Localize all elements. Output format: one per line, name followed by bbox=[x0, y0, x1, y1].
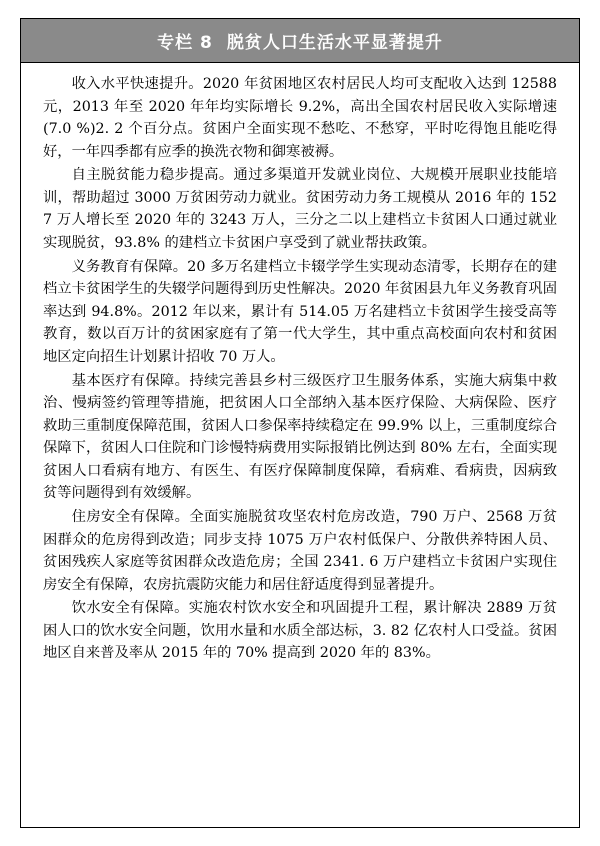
feature-box bbox=[20, 18, 580, 828]
paragraph-drinking-water: 饮水安全有保障。实施农村饮水安全和巩固提升工程，累计解决 2889 万贫困人口的饮水安全问题，饮用水量和水质全部达标，3. 82 亿农村人口受益。贫困地区自来普及率从 2015 年的 70% 提高到 2020 年的 83%。 bbox=[43, 600, 557, 662]
box-body bbox=[21, 63, 579, 678]
paragraph-education: 义务教育有保障。20 多万名建档立卡辍学学生实现动态清零，长期存在的建档立卡贫困学生的失辍学问题得到历史性解决。2020 年贫困县九年义务教育巩固率达到 94.8%。2012 年以来，累计有 514.05 万名建档立卡贫困学生接受高等教育，数以百万计的贫困家庭有了第一代大学生，其中重点高校面向农村和贫困地区定向招生计划累计招收 70 万人。 bbox=[43, 258, 557, 365]
box-title-bar bbox=[21, 19, 579, 63]
paragraph-healthcare: 基本医疗有保障。持续完善县乡村三级医疗卫生服务体系，实施大病集中救治、慢病签约管理等措施，把贫困人口全部纳入基本医疗保险、大病保险、医疗救助三重制度保障范围，贫困人口参保率持续稳定在 99.9% 以上，三重制度综合保障下，贫困人口住院和门诊慢特病费用实际报销比例达到 80% 左右，全面实现贫困人口看病有地方、有医生、有医疗保障制度保障，看病难、看病贵，因病致贫等问题得到有效缓解。 bbox=[43, 372, 557, 502]
box-title-number: 专栏 8 bbox=[157, 33, 213, 53]
paragraph-housing: 住房安全有保障。全面实施脱贫攻坚农村危房改造，790 万户、2568 万贫困群众的危房得到改造；同步支持 1075 万户农村低保户、分散供养特困人员、贫困残疾人家庭等贫困群众改造危房；全国 2341. 6 万户建档立卡贫困户实现住房安全有保障，农房抗震防灾能力和居住舒适度得到显著提升。 bbox=[43, 508, 557, 593]
paragraph-employment: 自主脱贫能力稳步提高。通过多渠道开发就业岗位、大规模开展职业技能培训，帮助超过 3000 万贫困劳动力就业。贫困劳动力务工规模从 2016 年的 1527 万人增长至 2020 年的 3243 万人，三分之二以上建档立卡贫困人口通过就业实现脱贫，93.8% 的建档立卡贫困户享受到了就业帮扶政策。 bbox=[43, 167, 557, 252]
box-title-heading: 脱贫人口生活水平显著提升 bbox=[226, 33, 443, 53]
paragraph-income: 收入水平快速提升。2020 年贫困地区农村居民人均可支配收入达到 12588 元，2013 年至 2020 年年均实际增长 9.2%，高出全国农村居民收入实际增速(7.0 %)2. 2 个百分点。贫困户全面实现不愁吃、不愁穿，平时吃得饱且能吃得好，一年四季都有应季的换洗衣物和御寒被褥。 bbox=[43, 76, 557, 160]
